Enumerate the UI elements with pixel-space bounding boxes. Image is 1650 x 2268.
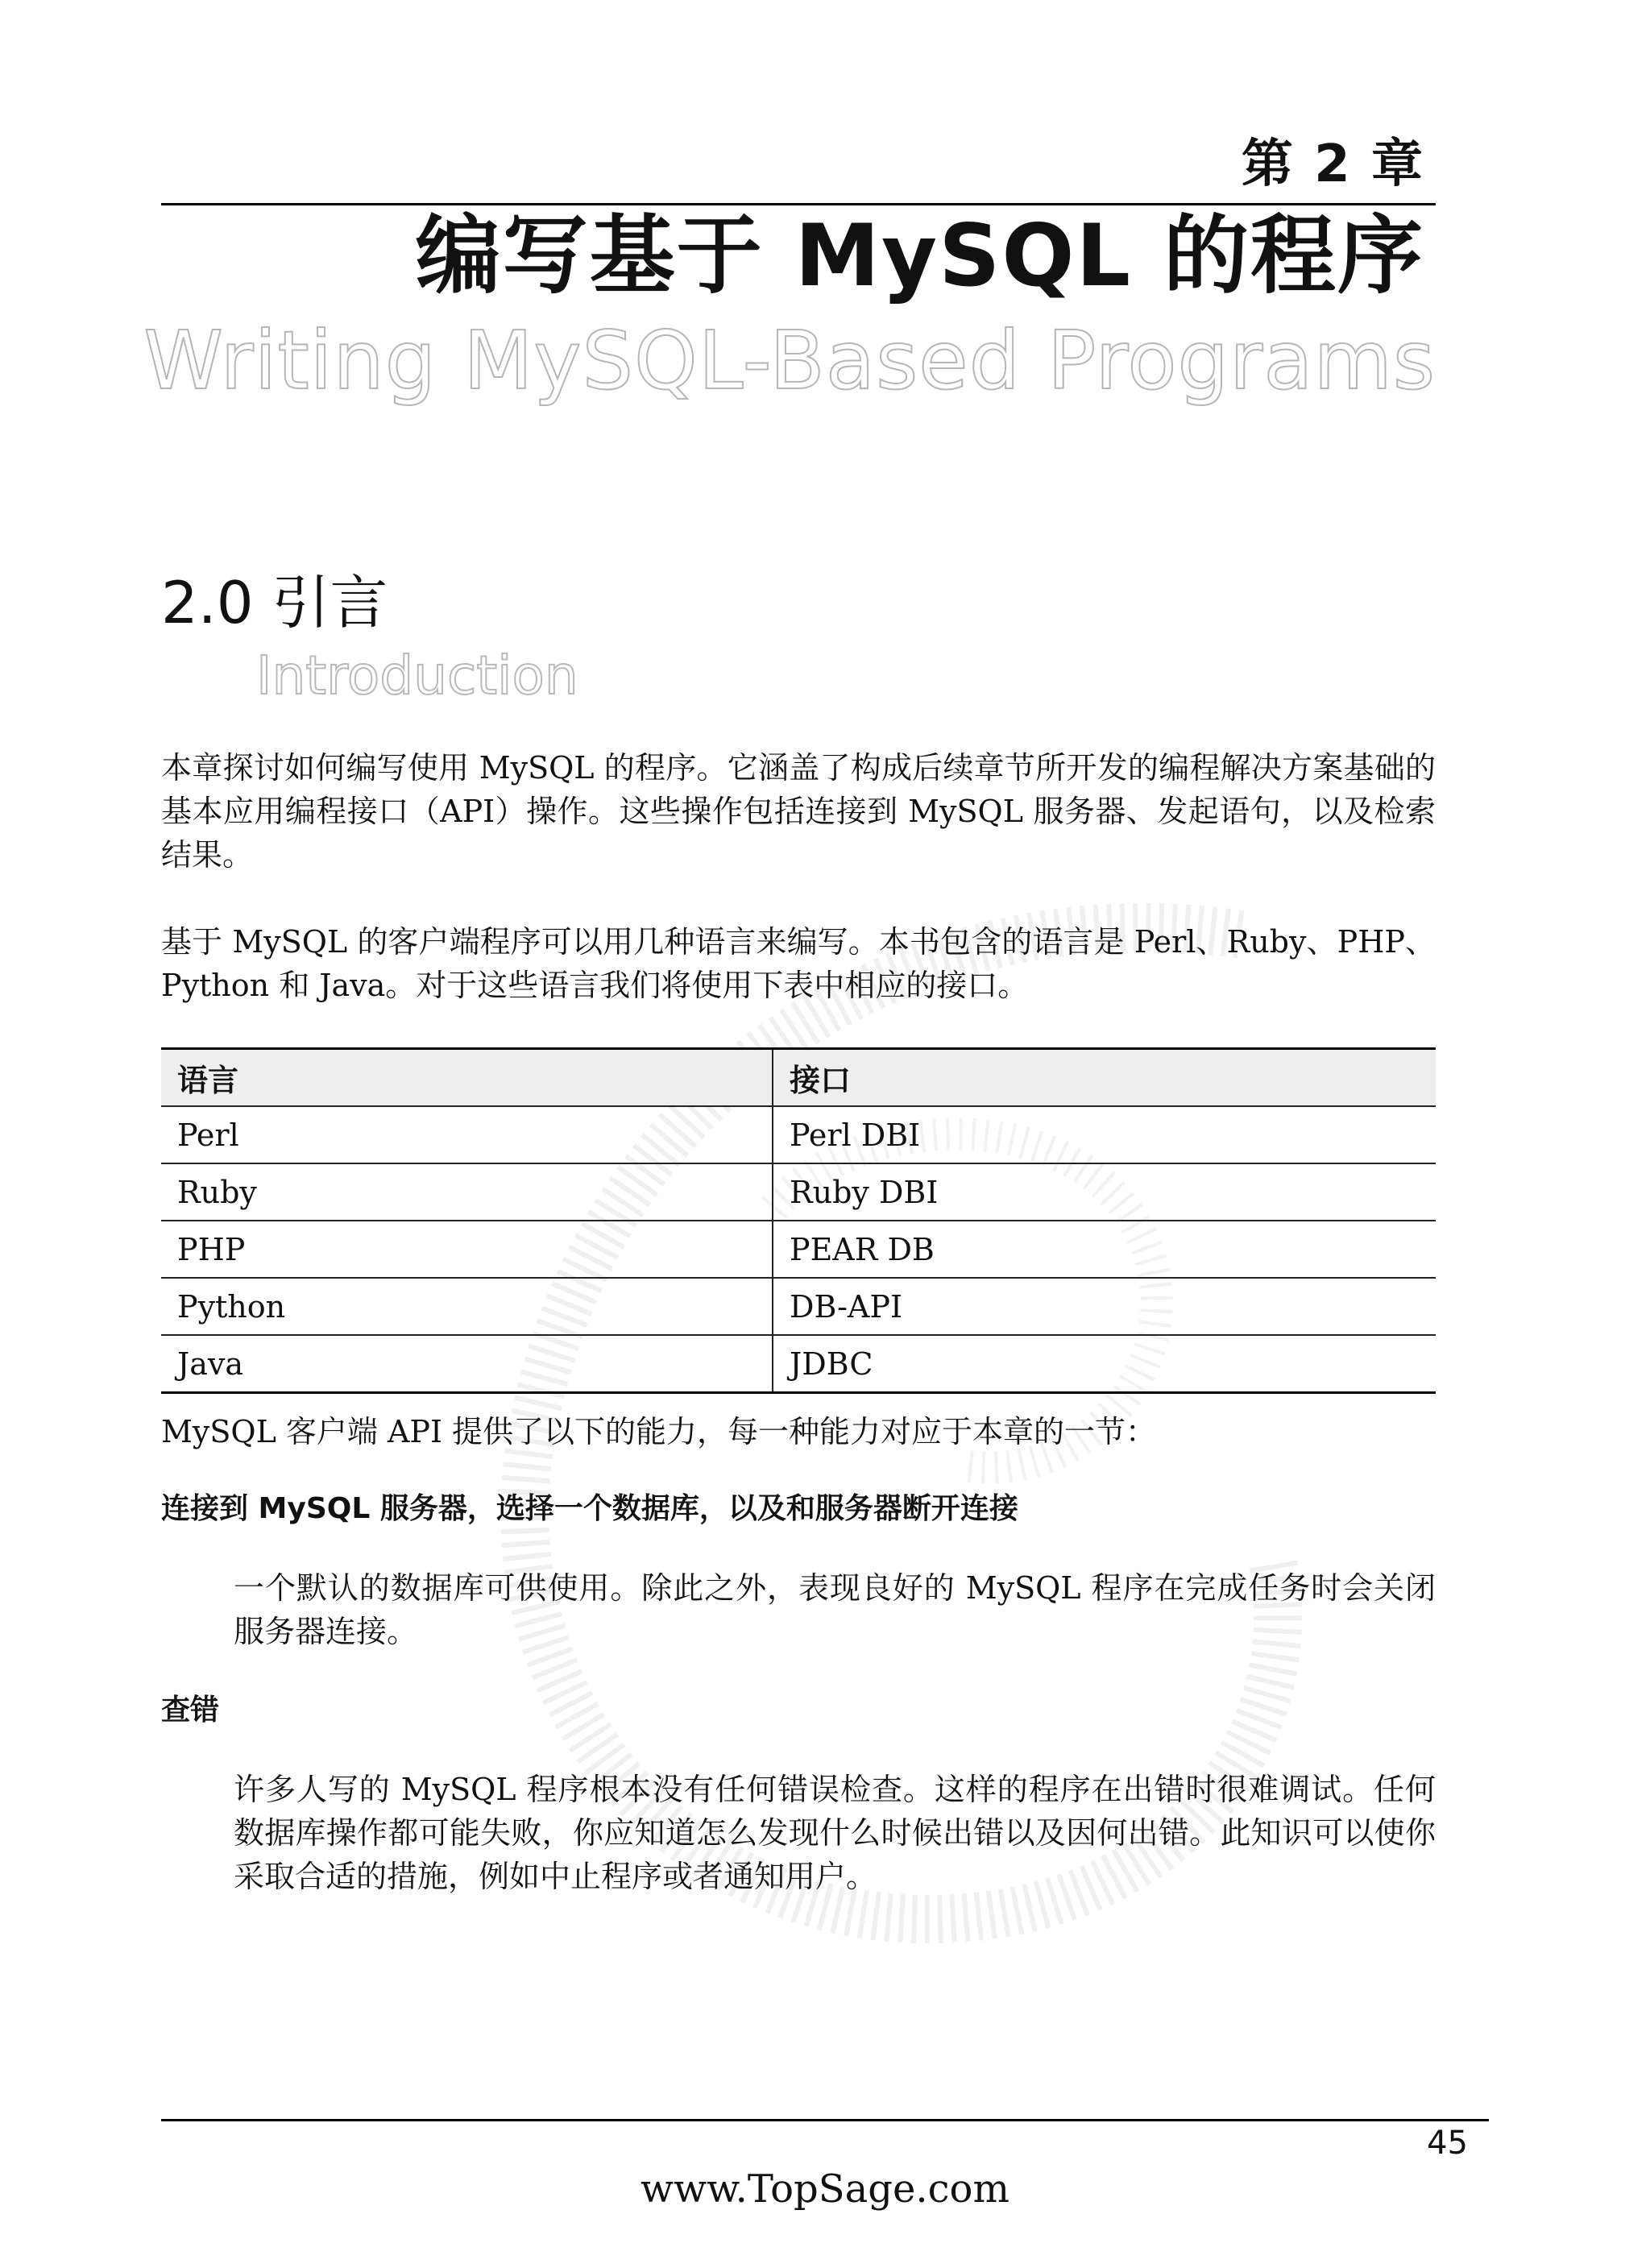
table-row xyxy=(161,1106,1436,1163)
table-header-interface: 接口 xyxy=(773,1049,1436,1107)
chapter-rule xyxy=(161,203,1436,205)
footer-rule xyxy=(161,2119,1489,2121)
table-row xyxy=(161,1278,1436,1335)
table-row xyxy=(161,1335,1436,1393)
chapter-label: 第 2 章 xyxy=(1241,135,1424,194)
table-cell-language: PHP xyxy=(161,1221,773,1278)
table-cell-interface: JDBC xyxy=(773,1335,1436,1393)
connect-heading: 连接到 MySQL 服务器，选择一个数据库，以及和服务器断开连接 xyxy=(161,1492,1018,1525)
table-cell-language: Perl xyxy=(161,1106,773,1163)
error-checking-paragraph: 许多人写的 MySQL 程序根本没有任何错误检查。这样的程序在出错时很难调试。任何数据库操作都可能失败，你应知道怎么发现什么时候出错以及因何出错。此知识可以使你采取合适的措施，例如中止程序或者通知用户。 xyxy=(234,1772,1436,1894)
api-capabilities-paragraph: MySQL 客户端 API 提供了以下的能力，每一种能力对应于本章的一节： xyxy=(161,1414,1157,1449)
table-row xyxy=(161,1221,1436,1278)
table-row xyxy=(161,1163,1436,1221)
table-cell-interface: DB-API xyxy=(773,1278,1436,1335)
table-cell-interface: Perl DBI xyxy=(773,1106,1436,1163)
page-number: 45 xyxy=(1427,2125,1468,2162)
table-header-language: 语言 xyxy=(161,1049,773,1107)
error-checking-heading: 查错 xyxy=(161,1694,220,1727)
table-cell-interface: Ruby DBI xyxy=(773,1163,1436,1221)
language-interface-table xyxy=(161,1047,1436,1394)
footer-url: www.TopSage.com xyxy=(641,2166,1009,2212)
intro-paragraph: 本章探讨如何编写使用 MySQL 的程序。它涵盖了构成后续章节所开发的编程解决方案基础的基本应用编程接口（API）操作。这些操作包括连接到 MySQL 服务器、发起语句，以及检索结果。 xyxy=(161,750,1436,873)
table-header-row xyxy=(161,1049,1436,1107)
section-subtitle: Introduction xyxy=(256,645,578,707)
table-cell-language: Python xyxy=(161,1278,773,1335)
section-title: 2.0 引言 xyxy=(161,569,388,636)
chapter-title: 编写基于 MySQL 的程序 xyxy=(415,206,1424,305)
chapter-subtitle: Writing MySQL-Based Programs xyxy=(143,313,1436,408)
table-cell-language: Ruby xyxy=(161,1163,773,1221)
table-cell-interface: PEAR DB xyxy=(773,1221,1436,1278)
languages-paragraph: 基于 MySQL 的客户端程序可以用几种语言来编写。本书包含的语言是 Perl、Ruby、PHP、Python 和 Java。对于这些语言我们将使用下表中相应的接口。 xyxy=(161,924,1436,1003)
table-cell-language: Java xyxy=(161,1335,773,1393)
connect-paragraph: 一个默认的数据库可供使用。除此之外，表现良好的 MySQL 程序在完成任务时会关闭服务器连接。 xyxy=(234,1570,1436,1649)
